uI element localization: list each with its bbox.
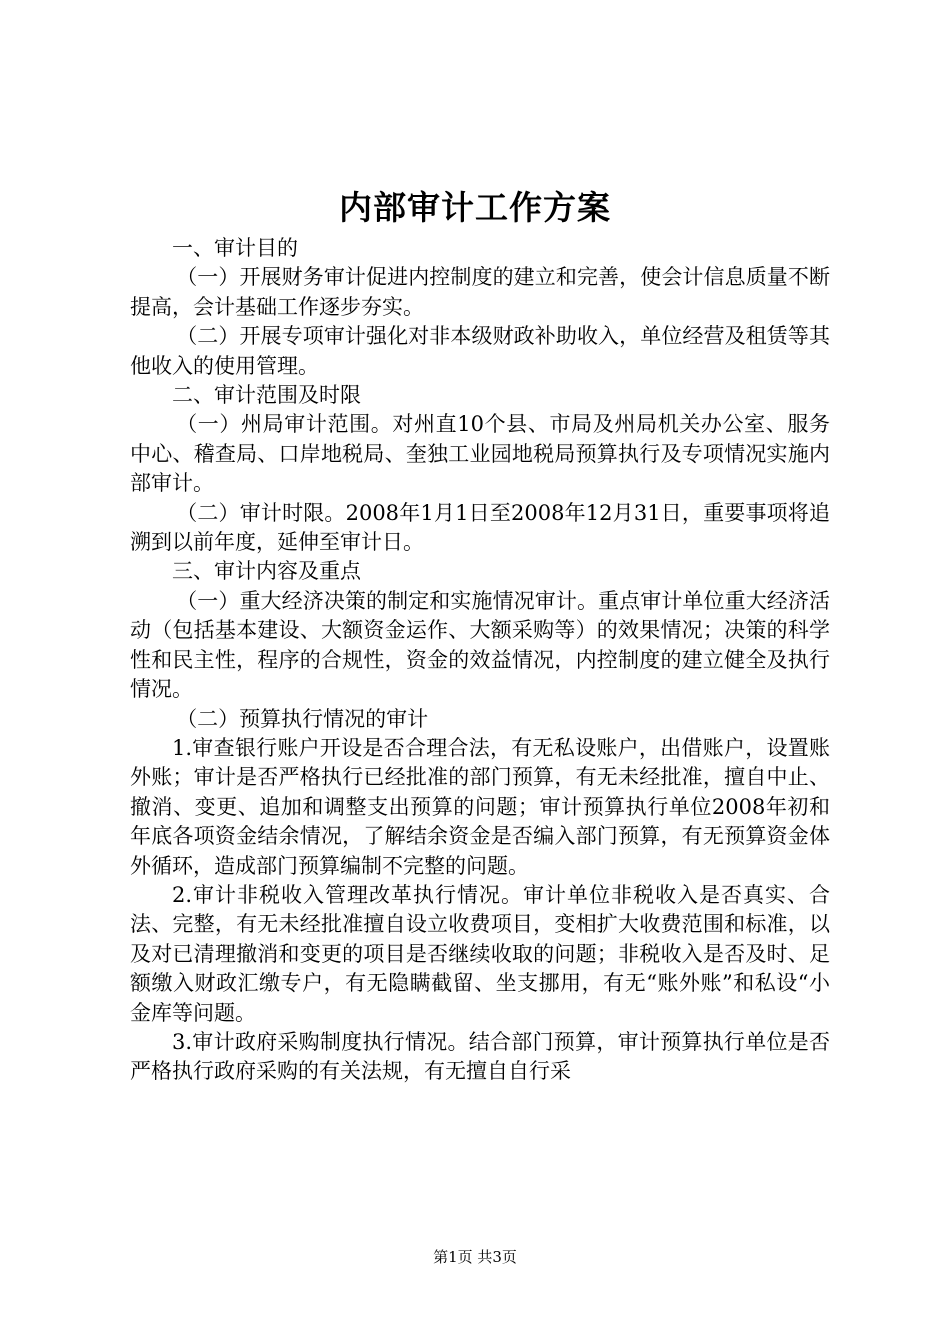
paragraph-purpose-1: （一）开展财务审计促进内控制度的建立和完善，使会计信息质量不断提高，会计基础工作逐步夯实。 [130,265,830,319]
paragraph-item-3: 3.审计政府采购制度执行情况。结合部门预算，审计预算执行单位是否严格执行政府采购的有关法规，有无擅自自行采 [130,1029,830,1084]
document-body [130,234,830,1087]
document-title: 内部审计工作方案 [339,188,611,227]
paragraph-scope-1: （一）州局审计范围。对州直10个县、市局及州局机关办公室、服务中心、稽查局、口岸地税局、奎独工业园地税局预算执行及专项情况实施内部审计。 [130,412,830,496]
page-footer: 第1页 共3页 [433,1248,517,1266]
paragraph-content-2-heading: （二）预算执行情况的审计 [176,706,429,731]
paragraph-scope-2: （二）审计时限。2008年1月1日至2008年12月31日，重要事项将追溯到以前年度，延伸至审计日。 [130,500,830,555]
section-heading-audit-purpose: 一、审计目的 [172,236,298,260]
section-heading-audit-content: 三、审计内容及重点 [172,559,361,584]
paragraph-purpose-2: （二）开展专项审计强化对非本级财政补助收入，单位经营及租赁等其他收入的使用管理。 [130,324,830,378]
section-heading-audit-scope: 二、审计范围及时限 [172,383,361,408]
paragraph-content-1: （一）重大经济决策的制定和实施情况审计。重点审计单位重大经济活动（包括基本建设、大额资金运作、大额采购等）的效果情况；决策的科学性和民主性，程序的合规性，资金的效益情况，内控制度的建立健全及执行情况。 [130,588,830,702]
paragraph-item-2: 2.审计非税收入管理改革执行情况。审计单位非税收入是否真实、合法、完整，有无未经批准擅自设立收费项目，变相扩大收费范围和标准，以及对已清理撤消和变更的项目是否继续收取的问题；非税收入是否及时、足额缴入财政汇缴专户，有无隐瞒截留、坐支挪用，有无“账外账”和私设“小金库等问题。 [130,882,830,1025]
paragraph-item-1: 1.审查银行账户开设是否合理合法，有无私设账户，出借账户，设置账外账；审计是否严格执行已经批准的部门预算，有无未经批准，擅自中止、撤消、变更、追加和调整支出预算的问题；审计预算执行单位2008年初和年底各项资金结余情况，了解结余资金是否编入部门预算，有无预算资金体外循环，造成部门预算编制不完整的问题。 [130,735,830,878]
